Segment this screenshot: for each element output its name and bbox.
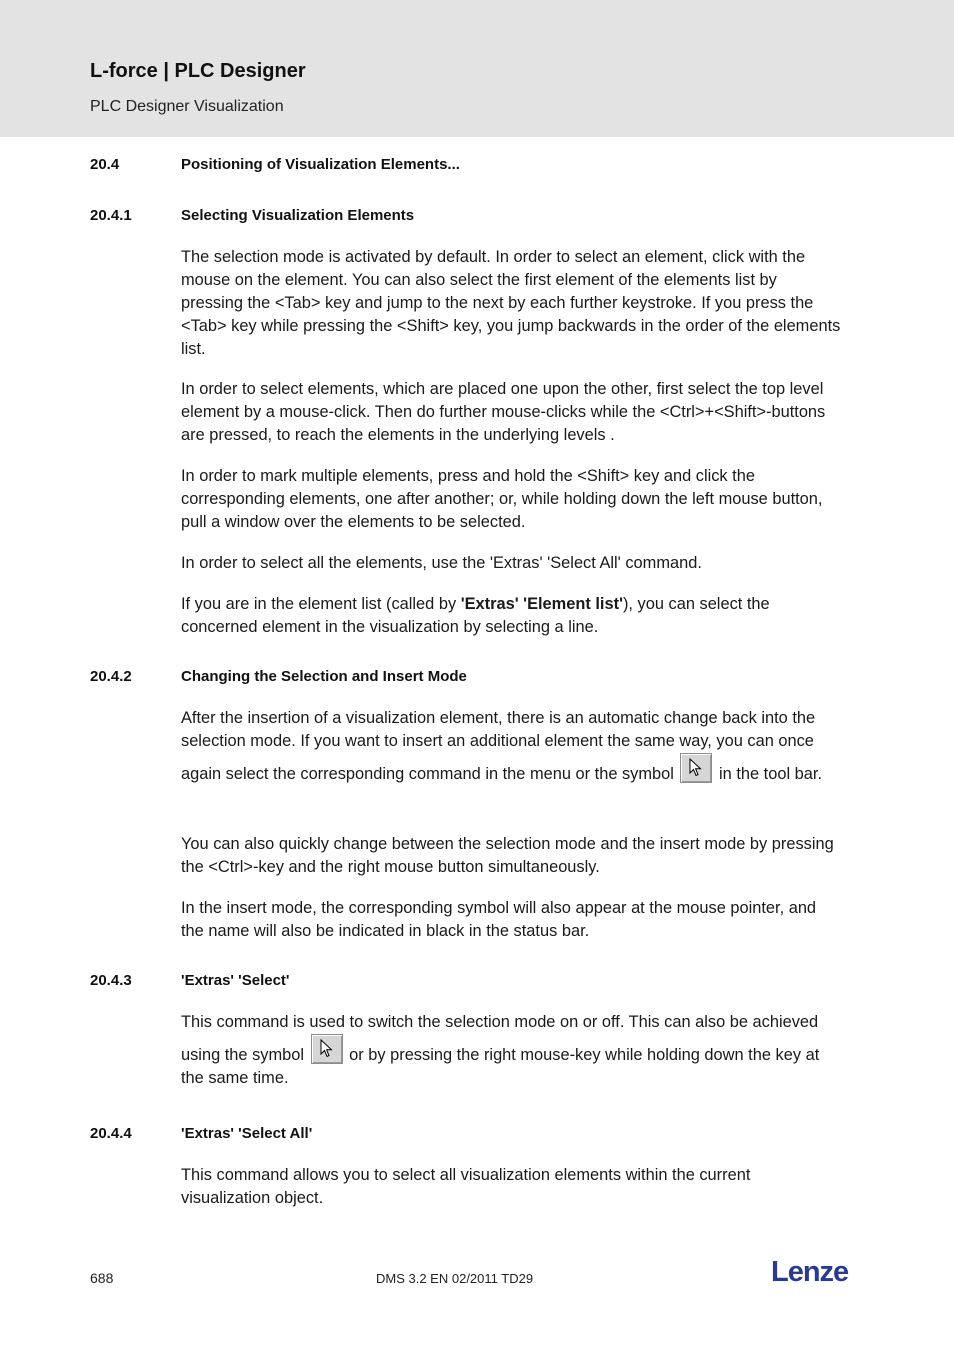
page-header (0, 0, 954, 137)
section-number: 20.4 (90, 156, 120, 173)
paragraph: In order to select all the elements, use the 'Extras' 'Select All' command. (181, 554, 702, 572)
document-id: DMS 3.2 EN 02/2011 TD29 (376, 1271, 534, 1286)
section-number: 20.4.2 (90, 668, 132, 685)
paragraph (181, 593, 841, 639)
section-heading-20-4-4 (90, 1125, 312, 1142)
selection-pointer-icon (311, 1034, 343, 1064)
text-run: This command is used to switch the selection mode on or off. This can also be achieved using the symbol (181, 1013, 819, 1064)
section-title: 'Extras' 'Select' (181, 972, 290, 989)
section-number: 20.4.1 (90, 207, 132, 224)
page-number: 688 (90, 1270, 114, 1286)
section-heading-20-4 (90, 156, 460, 173)
lenze-logo: Lenze (771, 1256, 849, 1288)
paragraph: You can also quickly change between the selection mode and the insert mode by pressing the <Ctrl>-key and the right mouse button simultaneously. (181, 835, 834, 876)
selection-pointer-icon (680, 753, 712, 783)
paragraph: The selection mode is activated by default. In order to select an element, click with the mouse on the element. You can also select the first element of the elements list by pressing the <Tab> key and jump to the next by each further keystroke. If you press the <Tab> key while pressing the <Shift> key, you jump backwards in the order of the elements list. (181, 248, 841, 358)
paragraph: This command allows you to select all visualization elements within the current visualization object. (181, 1166, 751, 1207)
paragraph (181, 1011, 841, 1090)
paragraph: In the insert mode, the corresponding symbol will also appear at the mouse pointer, and the name will also be indicated in black in the status bar. (181, 899, 817, 940)
text-run: After the insertion of a visualization element, there is an automatic change back into the selection mode. If you want to insert an additional element the same way, you can once again select the corresponding command in the menu or the symbol (181, 709, 816, 783)
section-heading-20-4-3 (90, 972, 290, 989)
section-number: 20.4.4 (90, 1125, 132, 1142)
paragraph: In order to select elements, which are placed one upon the other, first select the top level element by a mouse-click. Then do further mouse-clicks while the <Ctrl>+<Shift>-buttons are pressed, to reach the elements in the underlying levels . (181, 380, 826, 444)
paragraph (181, 707, 841, 786)
text-run: ), you can select the concerned element in the visualization by selecting a line. (181, 595, 770, 636)
section-title: Changing the Selection and Insert Mode (181, 668, 467, 685)
section-title: Positioning of Visualization Elements... (181, 156, 460, 173)
text-run: or by pressing the right mouse-key while holding down the key at the same time. (181, 1046, 820, 1087)
section-title: 'Extras' 'Select All' (181, 1125, 313, 1142)
text-run: If you are in the element list (called by (181, 595, 461, 613)
section-heading-20-4-2 (90, 668, 467, 685)
command-reference: 'Extras' 'Element list' (460, 595, 623, 613)
section-number: 20.4.3 (90, 972, 132, 989)
section-title: Selecting Visualization Elements (181, 207, 415, 224)
header-subtitle: PLC Designer Visualization (90, 98, 284, 115)
paragraph: In order to mark multiple elements, press and hold the <Shift> key and click the corresponding elements, one after another; or, while holding down the left mouse button, pull a window over the elements to be selected. (181, 467, 823, 531)
section-heading-20-4-1 (90, 207, 414, 224)
text-run: in the tool bar. (719, 765, 823, 783)
header-title: L-force | PLC Designer (90, 60, 306, 82)
